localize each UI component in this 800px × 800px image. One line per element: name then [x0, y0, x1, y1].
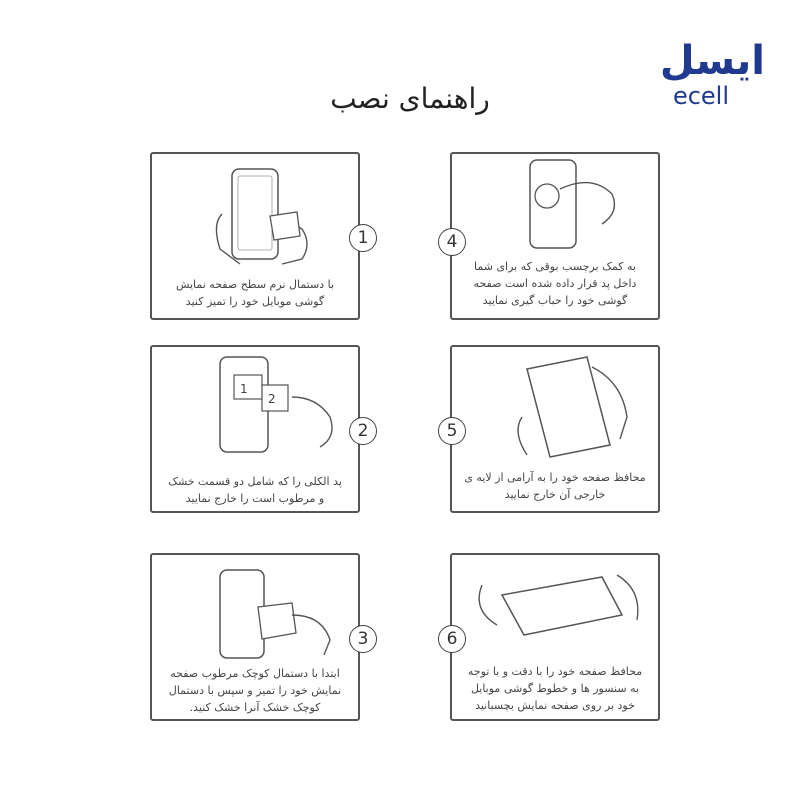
step-4-line-1: به کمک برچسب بوقی که برای شما	[474, 260, 636, 273]
step-number-5: 5	[438, 417, 466, 445]
step-card-4	[446, 152, 660, 320]
step-3-line-1: ابتدا با دستمال کوچک مرطوب صفحه	[170, 667, 340, 680]
step-number-4: 4	[438, 228, 466, 256]
step-6-line-1: محافظ صفحه خود را با دقت و با توجه	[467, 665, 643, 678]
step-6-line-2: به سنسور ها و خطوط گوشی موبایل	[470, 682, 640, 695]
step-number-6: 6	[438, 625, 466, 653]
svg-text:2: 2	[268, 392, 276, 406]
step-card-2	[150, 345, 369, 513]
logo-fa-text: ایسل	[659, 38, 765, 84]
step-number-2: 2	[349, 417, 377, 445]
step-2-line-2: و مرطوب است را خارج نمایید	[185, 492, 325, 505]
step-1-line-2: گوشی موبایل خود را تمیز کنید	[185, 295, 325, 308]
step-2-line-1: پد الکلی را که شامل دو قسمت خشک	[168, 475, 342, 488]
step-card-3	[150, 553, 369, 721]
brand-logo	[625, 38, 765, 108]
step-5-line-1: محافظ صفحه خود را به آرامی از لایه ی	[464, 471, 646, 484]
step-4-line-3: گوشی خود را حباب گیری نمایید	[482, 294, 628, 307]
step-1-line-1: با دستمال نرم سطح صفحه نمایش	[175, 278, 335, 291]
step-4-line-2: داخل پد قرار داده شده است صفحه	[473, 277, 637, 290]
step-card-1	[150, 152, 369, 320]
step-3-line-2: نمایش خود را تمیز و سپس با دستمال	[168, 684, 342, 697]
step-card-6	[446, 553, 660, 721]
step-5-line-2: خارجی آن خارج نمایید	[504, 488, 606, 501]
svg-text:1: 1	[240, 382, 248, 396]
step-number-1: 1	[349, 224, 377, 252]
step-number-3: 3	[349, 625, 377, 653]
step-3-line-3: کوچک خشک آنرا خشک کنید.	[189, 701, 321, 714]
page-title: راهنمای نصب	[330, 82, 490, 115]
step-6-line-3: خود بر روی صفحه نمایش بچسبانید	[475, 699, 635, 712]
logo-en-text: ecell	[672, 82, 729, 110]
step-card-5	[446, 345, 660, 513]
